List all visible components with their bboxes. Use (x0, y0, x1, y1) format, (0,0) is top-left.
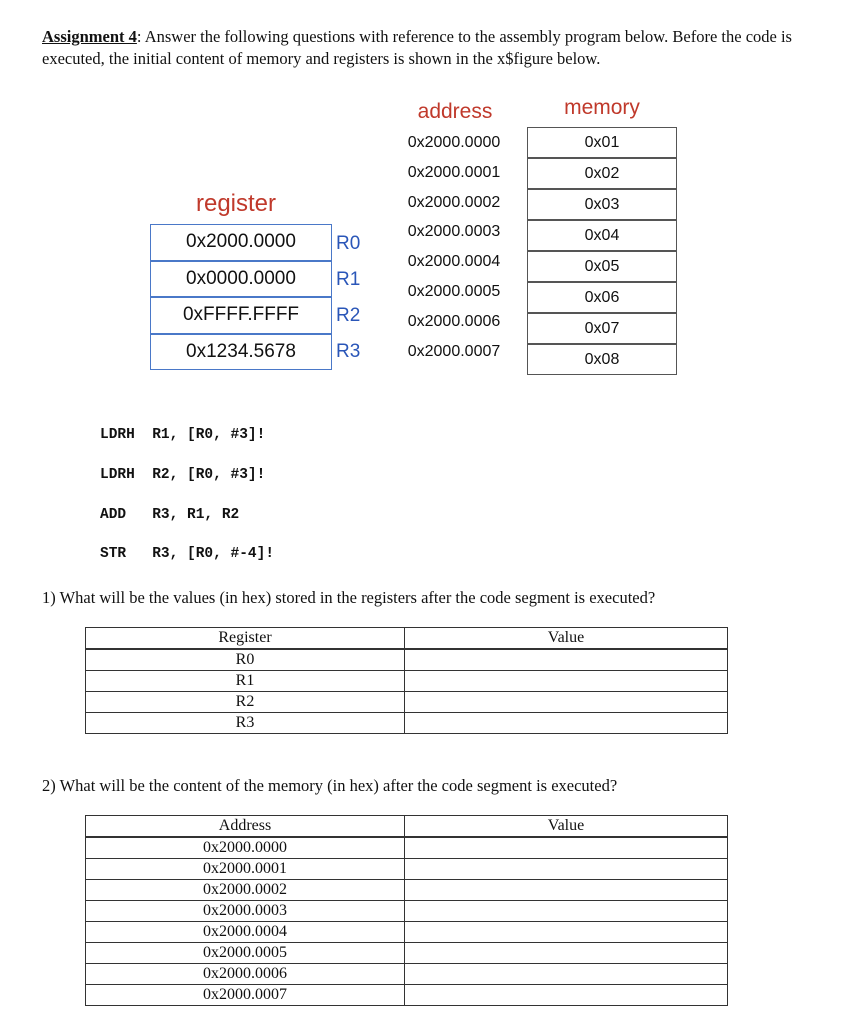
register-row-label: R2 (86, 692, 405, 713)
col-register-header: Register (86, 628, 405, 650)
code-line: LDRH R1, [R0, #3]! (100, 427, 266, 443)
address-row-label: 0x2000.0003 (86, 901, 405, 922)
col-value-header: Value (405, 628, 728, 650)
register-answer-table (85, 627, 728, 734)
answer-cell[interactable] (405, 837, 728, 859)
memory-address: 0x2000.0000 (407, 134, 501, 151)
register-name: R2 (336, 305, 361, 326)
table-row (86, 649, 728, 671)
answer-cell[interactable] (405, 922, 728, 943)
table-row (86, 859, 728, 880)
register-box (150, 224, 332, 370)
table-row (86, 901, 728, 922)
memory-cell: 0x03 (528, 188, 676, 219)
code-line: STR R3, [R0, #-4]! (100, 546, 275, 562)
answer-cell[interactable] (405, 692, 728, 713)
memory-address: 0x2000.0002 (407, 193, 501, 211)
register-header: register (195, 190, 277, 217)
code-line: ADD R3, R1, R2 (100, 507, 240, 523)
memory-address: 0x2000.0005 (407, 282, 501, 300)
table-row (86, 837, 728, 859)
answer-cell[interactable] (405, 964, 728, 985)
answer-cell[interactable] (405, 671, 728, 692)
table-row (86, 692, 728, 713)
register-value: 0x1234.5678 (151, 333, 331, 370)
answer-cell[interactable] (405, 880, 728, 901)
register-name: R1 (336, 269, 361, 290)
table-row (86, 943, 728, 964)
register-name: R3 (336, 341, 361, 362)
table-row (86, 880, 728, 901)
memory-cell: 0x04 (528, 219, 676, 250)
address-row-label: 0x2000.0007 (86, 985, 405, 1006)
question-1: 1) What will be the values (in hex) stored in the registers after the code segment is executed? (42, 588, 656, 607)
register-names (336, 226, 376, 370)
memory-cell: 0x07 (528, 312, 676, 343)
intro-paragraph (42, 26, 812, 70)
memory-answer-table (85, 815, 728, 1006)
memory-address: 0x2000.0004 (407, 253, 501, 271)
address-column (390, 128, 518, 366)
register-name: R0 (336, 233, 361, 254)
table-row (86, 922, 728, 943)
address-row-label: 0x2000.0002 (86, 880, 405, 901)
table-row (86, 671, 728, 692)
memory-cell: 0x01 (584, 134, 620, 151)
address-row-label: 0x2000.0006 (86, 964, 405, 985)
code-line: LDRH R2, [R0, #3]! (100, 467, 266, 483)
assignment-label: Assignment 4 (42, 27, 137, 46)
table-row (86, 985, 728, 1006)
col-address-header: Address (86, 816, 405, 838)
answer-cell[interactable] (405, 859, 728, 880)
memory-cell: 0x02 (528, 157, 676, 188)
col-value-header: Value (405, 816, 728, 838)
memory-box (527, 127, 677, 375)
intro-text: : Answer the following questions with reference to the assembly program below. Before the code is executed, the initial content of memory and registers is shown in the x$figure below. (42, 27, 792, 68)
register-row-label: R1 (86, 671, 405, 692)
memory-cell: 0x05 (528, 250, 676, 281)
memory-address: 0x2000.0007 (407, 342, 501, 360)
address-header: address (417, 100, 493, 123)
address-row-label: 0x2000.0004 (86, 922, 405, 943)
register-value: 0x0000.0000 (151, 260, 331, 297)
answer-cell[interactable] (405, 901, 728, 922)
answer-cell[interactable] (405, 649, 728, 671)
address-row-label: 0x2000.0001 (86, 859, 405, 880)
answer-cell[interactable] (405, 713, 728, 734)
register-value: 0xFFFF.FFFF (151, 296, 331, 333)
address-row-label: 0x2000.0000 (86, 837, 405, 859)
register-value: 0x2000.0000 (186, 231, 296, 252)
memory-cell: 0x08 (528, 343, 676, 374)
question-2: 2) What will be the content of the memory (in hex) after the code segment is executed? (42, 776, 618, 795)
table-row (86, 964, 728, 985)
register-row-label: R0 (86, 649, 405, 671)
address-row-label: 0x2000.0005 (86, 943, 405, 964)
answer-cell[interactable] (405, 985, 728, 1006)
memory-address: 0x2000.0003 (407, 223, 501, 241)
memory-cell: 0x06 (528, 281, 676, 312)
memory-address: 0x2000.0006 (407, 312, 501, 330)
answer-cell[interactable] (405, 943, 728, 964)
register-row-label: R3 (86, 713, 405, 734)
memory-header: memory (564, 96, 640, 119)
table-row (86, 713, 728, 734)
memory-address: 0x2000.0001 (407, 163, 501, 181)
